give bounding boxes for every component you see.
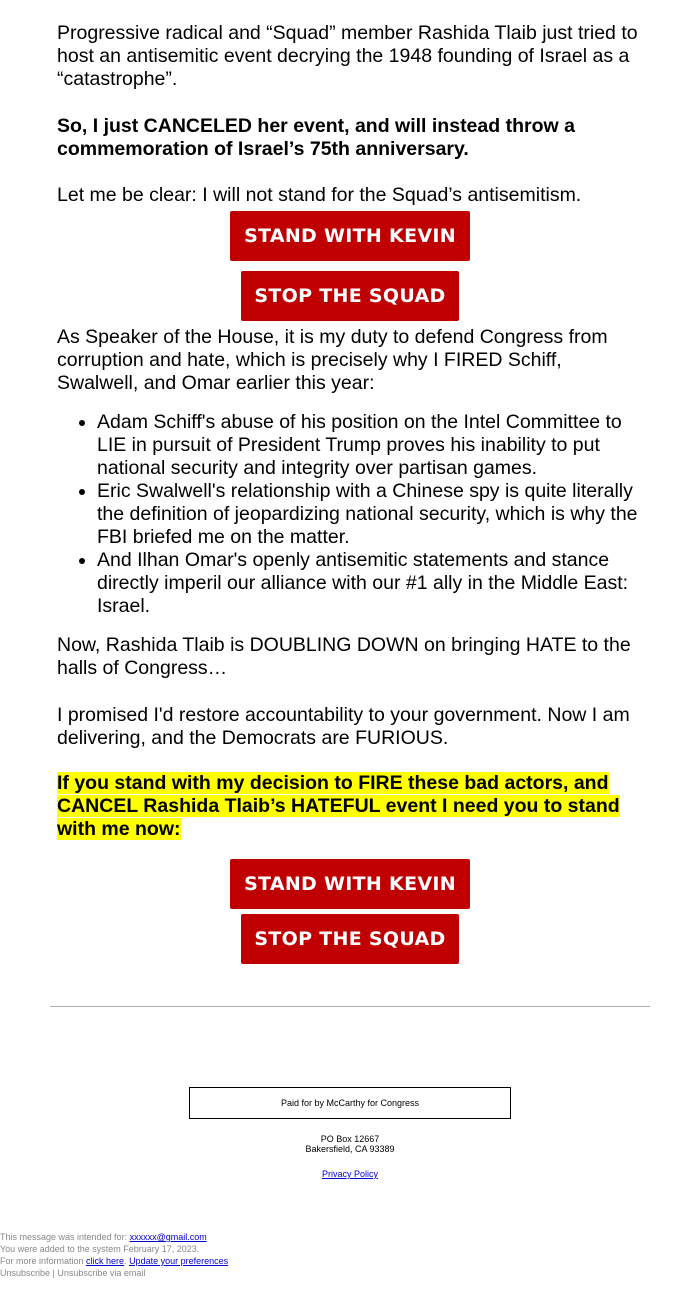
recipient-email-link[interactable]: xxxxxx@gmail.com — [129, 1232, 207, 1242]
paid-for-disclaimer — [189, 1087, 511, 1119]
privacy-row — [0, 1169, 700, 1179]
accountability-paragraph: I promised I'd restore accountability to your government. Now I am delivering, and the Democrats are FURIOUS. — [57, 704, 630, 749]
unsubscribe-line[interactable]: Unsubscribe | Unsubscribe via email — [0, 1268, 146, 1278]
fired-members-list — [57, 411, 647, 618]
canceled-event-paragraph: So, I just CANCELED her event, and will instead throw a commemoration of Israel’s 75th anniversary. — [57, 115, 575, 160]
intended-for-label: This message was intended for: — [0, 1232, 130, 1242]
stand-with-kevin-button[interactable]: STAND WITH KEVIN — [230, 211, 470, 261]
be-clear-paragraph: Let me be clear: I will not stand for the Squad’s antisemitism. — [57, 184, 582, 206]
list-item: • Adam Schiff's abuse of his position on the Intel Committee to LIE in pursuit of President Trump proves his inability to put national security and integrity over partisan games. — [97, 411, 647, 480]
speaker-paragraph: As Speaker of the House, it is my duty to defend Congress from corruption and hate, which is precisely why I FIRED Schiff, Swalwell, and Omar earlier this year: — [57, 326, 608, 394]
call-to-action-paragraph — [57, 772, 647, 841]
added-date-line: You were added to the system February 17, 2023. — [0, 1244, 200, 1254]
privacy-policy-link[interactable]: Privacy Policy — [321, 1169, 378, 1179]
intro-paragraph: Progressive radical and “Squad” member Rashida Tlaib just tried to host an antisemitic event decrying the 1948 founding of Israel as a “catastrophe”. — [57, 22, 638, 90]
update-preferences-link[interactable]: Update your preferences — [129, 1256, 229, 1266]
click-here-link[interactable]: click here — [86, 1256, 125, 1266]
more-info-line — [0, 1255, 228, 1267]
address-line-2: Bakersfield, CA 93389 — [305, 1144, 395, 1154]
list-item: • Eric Swalwell's relationship with a Chinese spy is quite literally the definition of jeopardizing national security, which is why the FBI briefed me on the matter. — [97, 480, 647, 549]
stop-the-squad-button[interactable]: STOP THE SQUAD — [241, 271, 459, 321]
paid-for-text: Paid for by McCarthy for Congress — [280, 1098, 420, 1108]
highlighted-text: If you stand with my decision to FIRE these bad actors, and CANCEL Rashida Tlaib’s HATEFUL event I need you to stand with me now: — [57, 772, 620, 840]
list-item: • And Ilhan Omar's openly antisemitic statements and stance directly imperil our alliance with our #1 ally in the Middle East: Israel. — [97, 549, 647, 618]
intended-for-line — [0, 1231, 207, 1243]
address-line-1: PO Box 12667 — [320, 1134, 380, 1144]
doubling-down-paragraph: Now, Rashida Tlaib is DOUBLING DOWN on bringing HATE to the halls of Congress… — [57, 634, 631, 679]
more-info-label: For more information — [0, 1256, 87, 1266]
stop-the-squad-button-bottom[interactable]: STOP THE SQUAD — [241, 914, 459, 964]
separator: . — [124, 1256, 130, 1266]
footer-divider — [50, 1006, 650, 1007]
stand-with-kevin-button-bottom[interactable]: STAND WITH KEVIN — [230, 859, 470, 909]
